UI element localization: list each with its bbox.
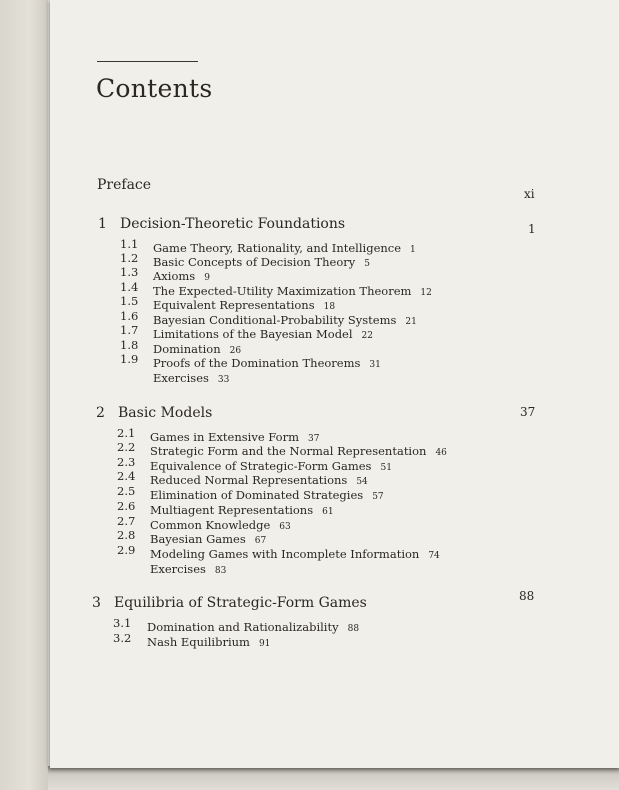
- section-title: Domination and Rationalizability: [147, 620, 339, 634]
- preface-label: Preface: [97, 177, 152, 193]
- section-number: 2.2: [117, 440, 136, 454]
- section-page: 91: [258, 639, 271, 649]
- section-page: 88: [347, 624, 360, 634]
- section-number: 1.4: [120, 280, 139, 294]
- section-title: Strategic Form and the Normal Representation: [150, 444, 427, 458]
- section-number: 1.9: [120, 352, 139, 366]
- section-page: 12: [420, 288, 432, 298]
- section-title: Proofs of the Domination Theorems: [153, 356, 361, 370]
- section-number: 1.2: [120, 251, 139, 265]
- section-title: Modeling Games with Incomplete Information: [150, 547, 420, 561]
- section-page: 51: [380, 463, 392, 473]
- section-number: 2.5: [117, 484, 136, 498]
- section-number: 1.7: [120, 323, 139, 337]
- section-number: 1.5: [120, 294, 139, 308]
- chapter-3-number: 3: [92, 595, 101, 611]
- section-title: Limitations of the Bayesian Model: [153, 327, 353, 341]
- section-page: 61: [322, 507, 334, 517]
- section-page: 63: [279, 522, 291, 532]
- section-number: 2.8: [117, 528, 136, 542]
- exercises-entry: [150, 558, 226, 577]
- chapter-1-page: 1: [528, 222, 536, 236]
- section-number: 1.8: [120, 338, 139, 352]
- section-title: Bayesian Games: [150, 532, 246, 546]
- section-title: Exercises: [150, 562, 206, 576]
- section-title: Multiagent Representations: [150, 503, 314, 517]
- section-title: Equivalence of Strategic-Form Games: [150, 459, 372, 473]
- section-number: 2.6: [117, 499, 136, 513]
- section-title: Nash Equilibrium: [147, 635, 250, 649]
- section-title: Equivalent Representations: [153, 298, 315, 312]
- section-number: 2.9: [117, 543, 136, 557]
- section-page: 9: [204, 273, 210, 283]
- exercises-entry: [153, 367, 229, 386]
- section-page: 54: [356, 477, 368, 487]
- section-number: 1.3: [120, 265, 139, 279]
- section-title: Bayesian Conditional-Probability Systems: [153, 313, 397, 327]
- section-title: Domination: [153, 342, 221, 356]
- section-page: 5: [364, 259, 370, 269]
- chapter-3-title: Equilibria of Strategic-Form Games: [114, 595, 367, 611]
- section-page: 83: [214, 566, 227, 576]
- section-title: Games in Extensive Form: [150, 430, 299, 444]
- section-number: 3.1: [113, 616, 132, 630]
- section-title: Game Theory, Rationality, and Intelligence: [153, 241, 402, 255]
- section-page: 57: [372, 492, 384, 502]
- section-page: 26: [229, 346, 242, 356]
- chapter-3-page: 88: [519, 589, 535, 603]
- section-page: 33: [217, 375, 230, 385]
- section-number: 2.7: [117, 514, 136, 528]
- section-number: 2.4: [117, 469, 136, 483]
- section-title: Basic Concepts of Decision Theory: [153, 255, 356, 269]
- adjacent-page-edge: [0, 0, 48, 790]
- chapter-1-title: Decision-Theoretic Foundations: [120, 216, 346, 232]
- chapter-2-page: 37: [520, 405, 536, 419]
- preface-page: xi: [524, 187, 535, 201]
- section-number: 2.3: [117, 455, 136, 469]
- section-title: Reduced Normal Representations: [150, 473, 348, 487]
- section-title: Axioms: [153, 269, 196, 283]
- section-title: Exercises: [153, 371, 209, 385]
- section-number: 1.6: [120, 309, 139, 323]
- section-number: 2.1: [117, 426, 136, 440]
- section-number: 1.1: [120, 237, 139, 251]
- chapter-2-title: Basic Models: [118, 405, 213, 421]
- heading-rule: [97, 61, 198, 62]
- section-page: 22: [361, 331, 373, 341]
- section-title: The Expected-Utility Maximization Theorem: [153, 284, 412, 298]
- section-page: 67: [254, 536, 267, 546]
- page-bottom-edge: [48, 766, 619, 790]
- section-page: 18: [323, 302, 336, 312]
- section-page: 46: [435, 448, 447, 458]
- chapter-1-number: 1: [98, 216, 107, 232]
- section-entry: [147, 631, 270, 650]
- section-page: 37: [307, 434, 320, 444]
- page-title: Contents: [96, 74, 213, 103]
- section-page: 74: [428, 551, 440, 561]
- section-page: 21: [405, 317, 417, 327]
- section-title: Common Knowledge: [150, 518, 271, 532]
- contents-page: [50, 0, 619, 768]
- section-number: 3.2: [113, 631, 132, 645]
- section-page: 1: [410, 245, 416, 255]
- section-page: 31: [369, 360, 381, 370]
- section-title: Elimination of Dominated Strategies: [150, 488, 364, 502]
- chapter-2-number: 2: [96, 405, 105, 421]
